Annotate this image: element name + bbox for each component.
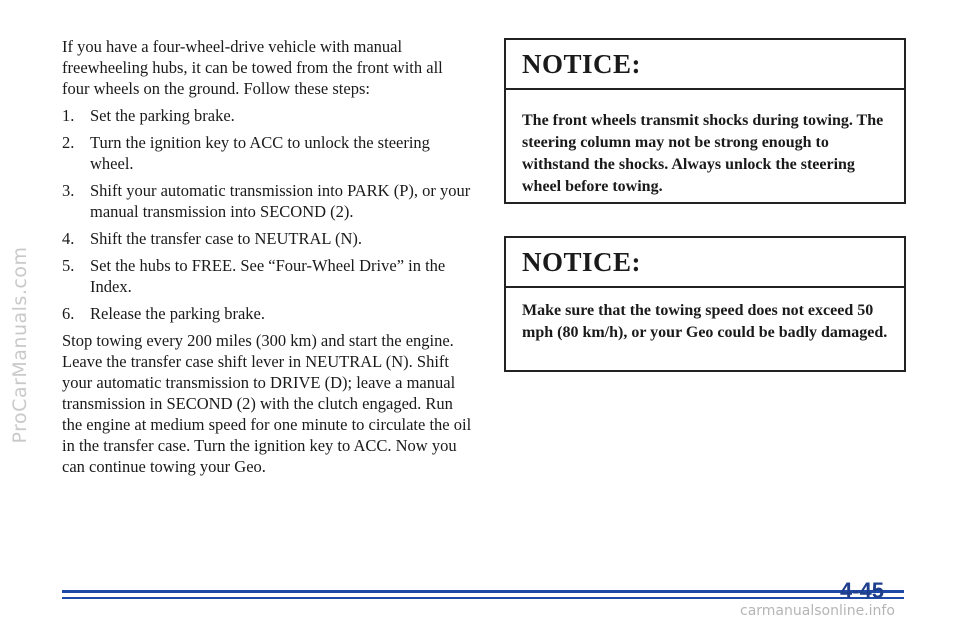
notice-body: Make sure that the towing speed does not exceed 50 mph (80 km/h), or your Geo could be badly damaged. [522, 302, 888, 341]
step-text: Set the parking brake. [90, 106, 235, 125]
step-number: 2. [62, 133, 75, 152]
step-number: 4. [62, 229, 75, 248]
step-item [62, 228, 472, 249]
watermark-text: ProCarManuals.com [9, 246, 31, 444]
footer-rule [62, 597, 904, 599]
footer-site-watermark: carmanualsonline.info [740, 603, 895, 619]
step-number: 1. [62, 106, 75, 125]
step-text: Set the hubs to FREE. See “Four-Wheel Drive” in the Index. [90, 256, 446, 296]
step-text: Release the parking brake. [90, 304, 266, 323]
notice-body: The front wheels transmit shocks during towing. The steering column may not be strong enough to withstand the shocks. Always unlock the steering wheel before towing. [522, 112, 884, 195]
footer-rule [62, 590, 904, 593]
page-number: 4-45 [840, 578, 885, 603]
intro-paragraph: If you have a four-wheel-drive vehicle with manual freewheeling hubs, it can be towed from the front with all four wheels on the ground. Follow these steps: [62, 37, 443, 98]
step-text: Shift your automatic transmission into PARK (P), or your manual transmission into SECOND (2). [90, 181, 471, 221]
side-watermark [2, 0, 38, 623]
step-item [62, 180, 472, 222]
step-item [62, 303, 472, 324]
towing-instructions [62, 36, 472, 483]
notice-box-speed [504, 236, 906, 372]
notice-title: NOTICE: [506, 238, 904, 288]
notice-box-steering [504, 38, 906, 204]
step-item [62, 132, 472, 174]
step-text: Shift the transfer case to NEUTRAL (N). [90, 229, 363, 248]
step-number: 6. [62, 304, 75, 323]
notice-title: NOTICE: [506, 40, 904, 90]
step-number: 3. [62, 181, 75, 200]
step-text: Turn the ignition key to ACC to unlock the steering wheel. [90, 133, 430, 173]
step-item [62, 255, 472, 297]
steps-list [62, 105, 472, 324]
step-number: 5. [62, 256, 75, 275]
closing-paragraph: Stop towing every 200 miles (300 km) and start the engine. Leave the transfer case shift lever in NEUTRAL (N). Shift your automatic transmission to DRIVE (D); leave a manual transmission in SECOND (2) with the clutch engaged. Run the engine at medium speed for one minute to circulate the oil in the transfer case. Turn the ignition key to ACC. Now you can continue towing your Geo. [62, 331, 472, 476]
step-item [62, 105, 472, 126]
